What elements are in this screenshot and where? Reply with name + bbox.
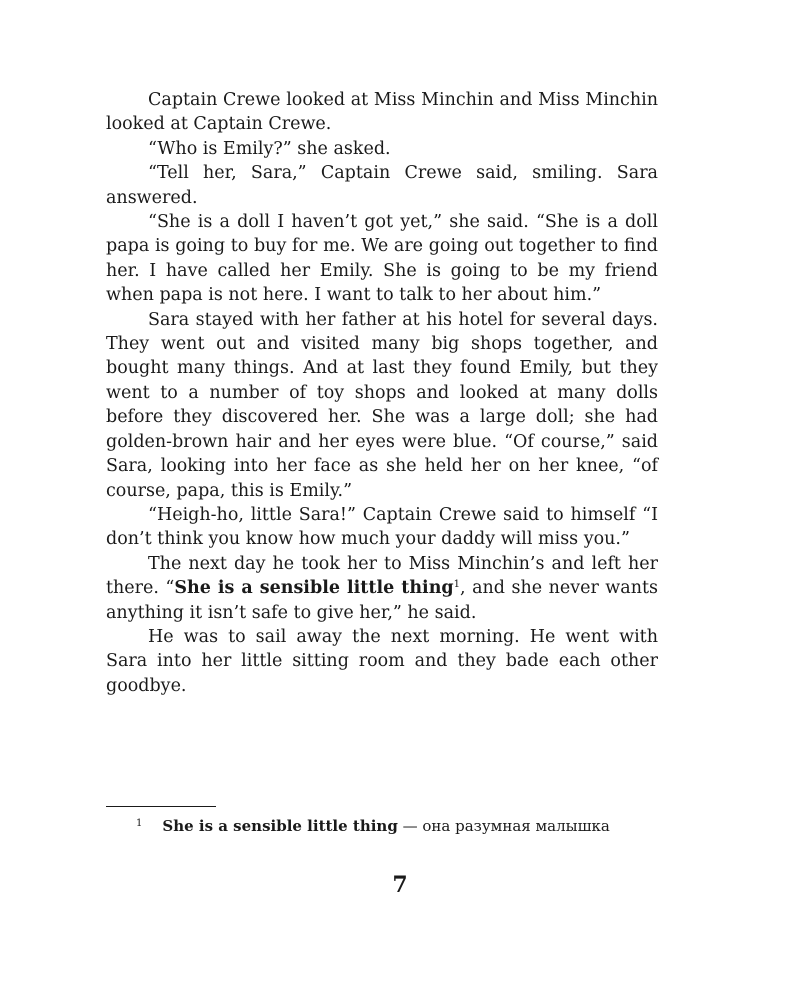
highlighted-phrase: She is a sensible little thing — [174, 578, 454, 599]
paragraph: He was to sail away the next morning. He went with Sara into her little sitting room and they bade each other goodbye. — [106, 626, 658, 696]
paragraph-text: , and she never wants anything it isn’t safe to give her,” he said. — [106, 578, 658, 623]
footnote-term: She is a sensible little thing — [162, 817, 398, 835]
footnote-divider — [106, 806, 216, 807]
footnote-translation: — она разумная малышка — [397, 817, 610, 835]
paragraph: “She is a doll I haven’t got yet,” she said. “She is a doll papa is going to buy for me. We are going out together to find her. I have called her Emily. She is going to be my friend when papa is not here. I want to talk to her about him.” — [106, 212, 658, 306]
footnote — [106, 813, 658, 837]
paragraph: Captain Crewe looked at Miss Minchin and Miss Minchin looked at Captain Crewe. — [106, 90, 658, 135]
footnote-number: 1 — [136, 818, 143, 829]
paragraph: “Heigh-ho, little Sara!” Captain Crewe said to himself “I don’t think you know how much your daddy will miss you.” — [106, 504, 658, 550]
paragraph: Sara stayed with her father at his hotel for several days. They went out and visited many big shops together, and bought many things. And at last they found Emily, but they went to a number of toy shops and looked at many dolls before they discovered her. She was a large doll; she had golden-brown hair and her eyes were blue. “Of course,” said Sara, looking into her face as she held her on her knee, “of course, papa, this is Emily.” — [106, 309, 658, 501]
paragraph: “Who is Emily?” she asked. — [148, 138, 391, 159]
paragraph-text: The next day he took her to Miss Minchin’s and left her there. “ — [106, 553, 658, 599]
body-text — [106, 88, 658, 698]
footnote-reference: 1 — [453, 579, 461, 591]
paragraph-with-footnote — [106, 552, 658, 625]
paragraph: “Tell her, Sara,” Captain Crewe said, smiling. Sara answered. — [106, 163, 658, 208]
page-number: 7 — [392, 872, 408, 898]
